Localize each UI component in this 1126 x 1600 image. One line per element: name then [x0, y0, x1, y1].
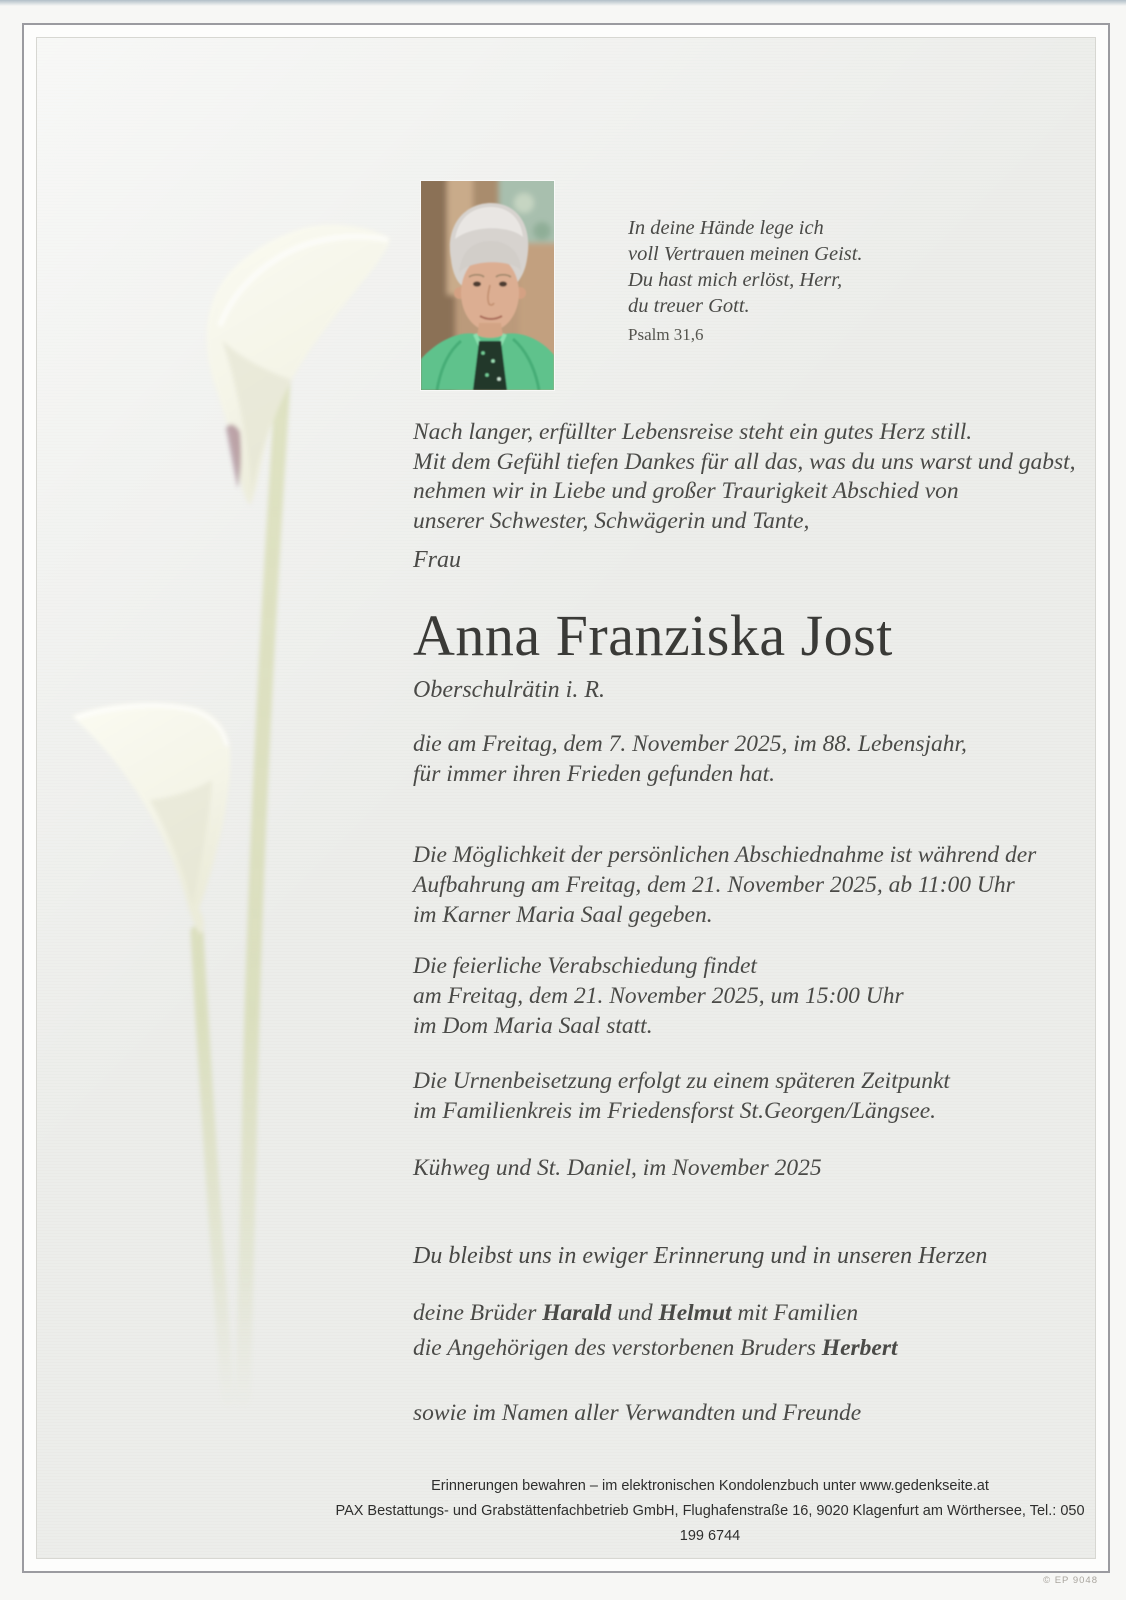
psalm-source: Psalm 31,6	[628, 325, 704, 344]
death-notice: die am Freitag, dem 7. November 2025, im 88. Lebensjahr, für immer ihren Frieden gefunden hat.	[413, 731, 967, 787]
intro-paragraph: Nach langer, erfüllter Lebensreise steht ein gutes Herz still. Mit dem Gefühl tiefen Dankes für all das, was du uns warst und gabst, nehmen wir in Liebe und großer Traurigkeit Abschied von unserer Schwester, Schwägerin und Tante,	[413, 419, 1076, 534]
viewing-info: Die Möglichkeit der persönlichen Abschiednahme ist während der Aufbahrung am Freitag, dem 21. November 2025, ab 11:00 Uhr im Karner Maria Saal gegeben.	[413, 842, 1037, 928]
remembrance-line: Du bleibst uns in ewiger Erinnerung und in unseren Herzen	[413, 1243, 988, 1269]
salutation: Frau	[413, 547, 461, 573]
farewell-ceremony-info: Die feierliche Verabschiedung findet am Freitag, dem 21. November 2025, um 15:00 Uhr im Dom Maria Saal statt.	[413, 953, 904, 1039]
print-code: © EP 9048	[1043, 1575, 1098, 1586]
psalm-lines: In deine Hände lege ich voll Vertrauen meinen Geist. Du hast mich erlöst, Herr, du treuer Gott.	[628, 217, 863, 317]
closing-line: sowie im Namen aller Verwandten und Freunde	[413, 1400, 862, 1426]
condolence-book-note: Erinnerungen bewahren – im elektronischen Kondolenzbuch unter www.gedenkseite.at	[431, 1478, 989, 1494]
psalm-quote	[628, 215, 863, 348]
mourners-list: deine Brüder Harald und Helmut mit Familien die Angehörigen des verstorbenen Bruders Herbert	[413, 1300, 898, 1361]
place-and-date: Kühweg und St. Daniel, im November 2025	[413, 1155, 822, 1181]
deceased-name: Anna Franziska Jost	[413, 603, 893, 668]
funeral-home-address: PAX Bestattungs- und Grabstättenfachbetrieb GmbH, Flughafenstraße 16, 9020 Klagenfurt am Wörthersee, Tel.: 050 199 6744	[335, 1503, 1085, 1544]
funeral-home-footer	[330, 1474, 1090, 1549]
urn-burial-info: Die Urnenbeisetzung erfolgt zu einem späteren Zeitpunkt im Familienkreis im Friedensforst St.Georgen/Längsee.	[413, 1068, 950, 1124]
deceased-title: Oberschulrätin i. R.	[413, 677, 605, 703]
